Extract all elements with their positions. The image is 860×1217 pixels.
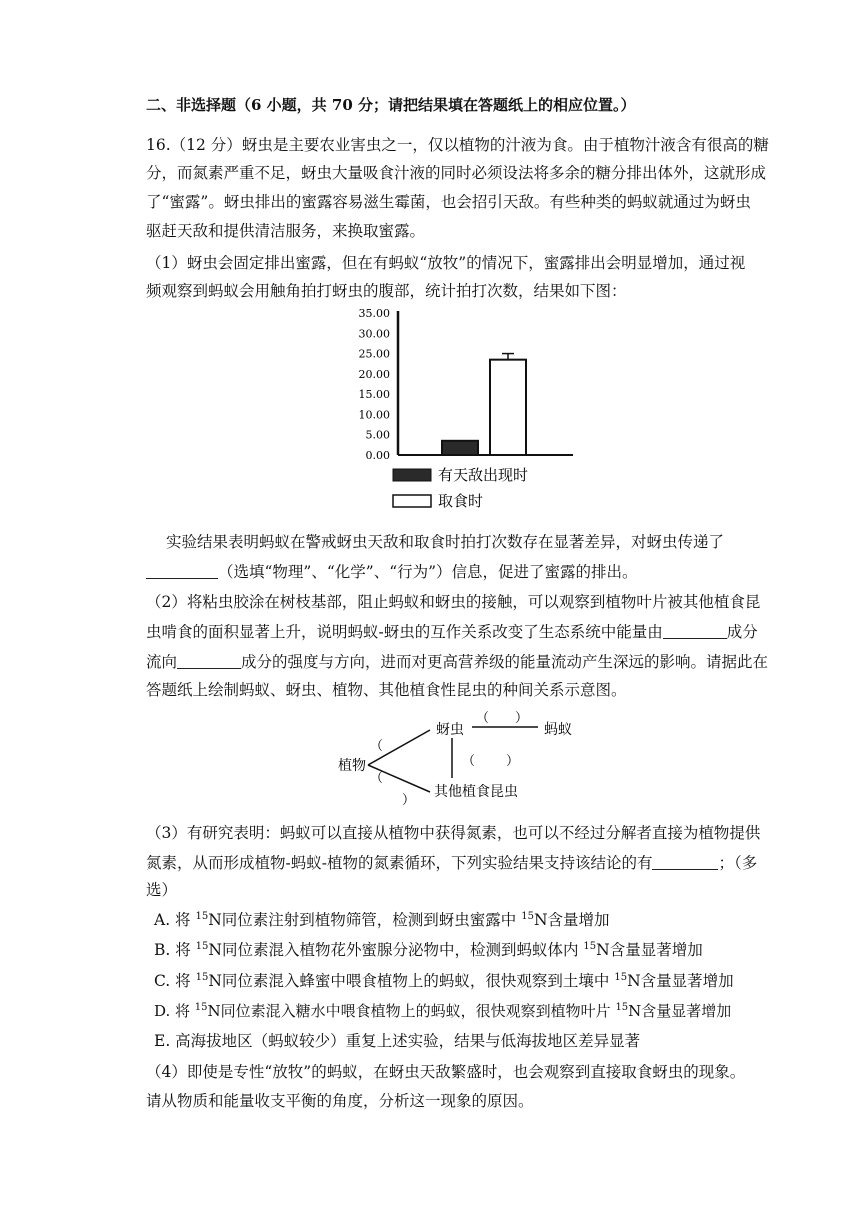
legend-swatch-feeding xyxy=(393,495,431,507)
part2-line-4: 答题纸上绘制蚂蚁、蚜虫、植物、其他植食性昆虫的种间关系示意图。 xyxy=(146,681,627,699)
blank-plant-other-close: ） xyxy=(402,793,416,808)
section-title: 二、非选择题（6 小题，共 70 分；请把结果填在答题纸上的相应位置。） xyxy=(146,96,636,114)
answer-blank-info-type[interactable] xyxy=(146,562,218,579)
species-relationship-diagram xyxy=(330,710,630,810)
y-tick-label: 0.00 xyxy=(365,449,390,462)
y-tick-label: 30.00 xyxy=(358,327,390,341)
option-b[interactable]: B. 将 $^{15}$N同位素混入植物花外蜜腺分泌物中，检测到蚂蚁体内 $^{15}$N含量显著增加 xyxy=(154,940,703,959)
node-aphid: 蚜虫 xyxy=(436,722,464,738)
y-tick-label: 10.00 xyxy=(358,408,390,422)
answer-blank-choices[interactable] xyxy=(652,853,718,870)
part1-line-2: 频观察到蚂蚁会用触角拍打蚜虫的腹部，统计拍打次数，结果如下图： xyxy=(146,282,627,300)
question-intro-line-2: 分，而氮素严重不足，蚜虫大量吸食汁液的同时必须设法将多余的糖分排出体外，这就形成 xyxy=(146,164,767,182)
part3-line-2: 氮素，从而形成植物-蚂蚁-植物的氮素循环，下列实验结果支持该结论的有 ；（多 xyxy=(146,854,758,872)
part4-line-1: （4）即使是专性“放牧”的蚂蚁，在蚜虫天敌繁盛时，也会观察到直接取食蚜虫的现象。 xyxy=(146,1063,746,1081)
option-d[interactable]: D. 将 $^{15}$N同位素混入糖水中喂食植物上的蚂蚁，很快观察到植物叶片 $^{15}$N含量显著增加 xyxy=(154,1002,732,1020)
part1-result-line-1: 实验结果表明蚂蚁在警戒蚜虫天敌和取食时拍打次数存在显著差异，对蚜虫传递了 xyxy=(166,533,725,551)
answer-blank-energy-from[interactable] xyxy=(663,622,727,639)
part2-line-3: 流向 成分的强度与方向，进而对更高营养级的能量流动产生深远的影响。请据此在 xyxy=(146,653,769,671)
option-c[interactable]: C. 将 $^{15}$N同位素混入蜂蜜中喂食植物上的蚂蚁，很快观察到土壤中 $^{15}$N含量显著增加 xyxy=(154,971,734,990)
part1-line-1: （1）蚜虫会固定排出蜜露，但在有蚂蚁“放牧”的情况下，蜜露排出会明显增加，通过视 xyxy=(146,254,746,272)
node-plant: 植物 xyxy=(338,758,366,774)
bar-chart xyxy=(330,305,590,525)
question-intro-line-3: 了“蜜露”。蚜虫排出的蜜露容易滋生霉菌，也会招引天敌。有些种类的蚂蚁就通过为蚜虫 xyxy=(146,193,751,211)
blank-plant-other-open[interactable]: （ xyxy=(370,771,384,786)
y-tick-label: 15.00 xyxy=(358,388,390,402)
y-tick-label: 20.00 xyxy=(358,367,390,381)
y-tick-label: 35.00 xyxy=(358,307,390,320)
bar-1 xyxy=(442,441,478,455)
question-intro-line-4: 驱赶天敌和提供清洁服务，来换取蜜露。 xyxy=(146,222,426,240)
part2-line-2: 虫啃食的面积显著上升，说明蚂蚁-蚜虫的互作关系改变了生态系统中能量由 成分 xyxy=(146,623,758,641)
question-points: （12 分） xyxy=(170,136,242,154)
node-ant: 蚂蚁 xyxy=(544,722,572,738)
blank-aphid-other-close: ） xyxy=(506,754,520,769)
option-a[interactable]: A. 将 $^{15}$N同位素注射到植物筛管，检测到蚜虫蜜露中 $^{15}$N含量增加 xyxy=(154,910,610,929)
y-tick-label: 25.00 xyxy=(358,347,390,361)
question-number: 16. xyxy=(146,136,171,154)
y-tick-label: 5.00 xyxy=(365,428,390,442)
blank-plant-aphid-relation[interactable]: （ xyxy=(370,739,384,754)
part2-line-1: （2）将粘虫胶涂在树枝基部，阻止蚂蚁和蚜虫的接触，可以观察到植物叶片被其他植食昆 xyxy=(146,593,761,611)
part3-line-3: 选） xyxy=(146,881,178,899)
bar-2 xyxy=(490,360,526,455)
question-intro-line-1: 16.（12 分）蚜虫是主要农业害虫之一，仅以植物的汁液为食。由于植物汁液含有很高的糖 xyxy=(146,136,769,154)
blank-aphid-other-open[interactable]: （ xyxy=(462,754,476,769)
part4-line-2: 请从物质和能量收支平衡的角度，分析这一现象的原因。 xyxy=(146,1092,534,1110)
legend-label-feeding: 取食时 xyxy=(438,492,484,510)
part3-line-1: （3）有研究表明：蚂蚁可以直接从植物中获得氮素，也可以不经过分解者直接为植物提供 xyxy=(146,824,761,842)
option-e[interactable]: E. 高海拔地区（蚂蚁较少）重复上述实验，结果与低海拔地区差异显著 xyxy=(154,1032,641,1050)
legend-label-enemy: 有天敌出现时 xyxy=(438,466,529,484)
node-other-insects: 其他植食昆虫 xyxy=(434,784,518,800)
legend-swatch-enemy xyxy=(393,469,431,481)
part1-result-line-2: （选填“物理”、“化学”、“行为”）信息，促进了蜜露的排出。 xyxy=(146,562,638,582)
answer-blank-energy-to[interactable] xyxy=(177,652,241,669)
blank-aphid-ant-relation[interactable]: （ ） xyxy=(476,711,529,726)
